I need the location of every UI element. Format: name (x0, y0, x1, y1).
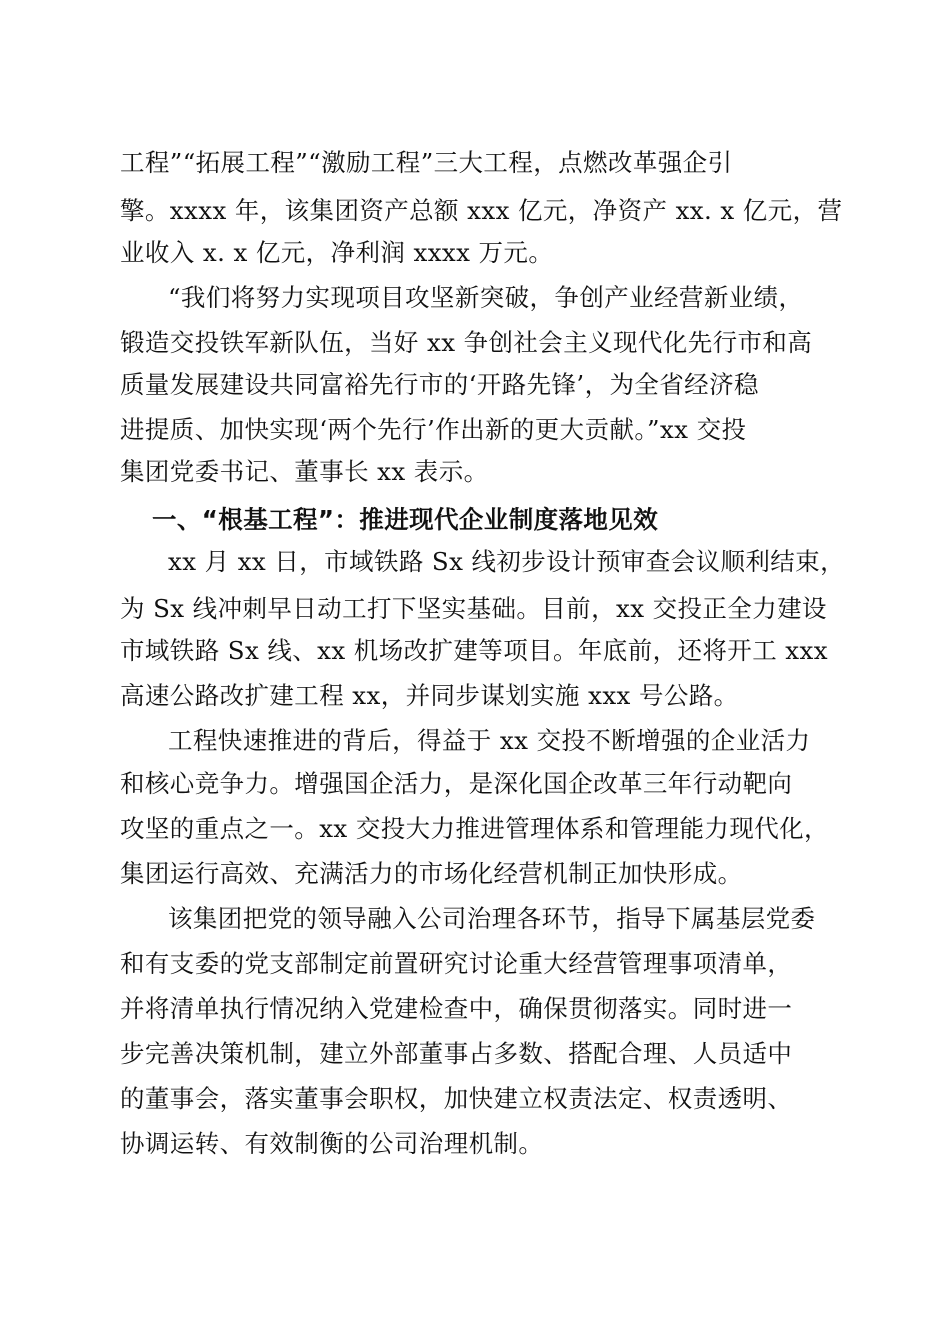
paragraph-4-line-4: 集团运行高效、充满活力的市场化经营机制正加快形成。 (120, 859, 743, 888)
paragraph-5-line-3: 并将清单执行情况纳入党建检查中，确保贯彻落实。同时进一 (120, 994, 793, 1023)
paragraph-1-line-1: 工程”“拓展工程”“激励工程”三大工程，点燃改革强企引 (120, 148, 733, 177)
paragraph-1-line-2: 擎。xxxx 年，该集团资产总额 xxx 亿元，净资产 xx. x 亿元，营 (120, 196, 843, 225)
paragraph-5-line-4: 步完善决策机制，建立外部董事占多数、搭配合理、人员适中 (120, 1039, 793, 1068)
paragraph-2-line-3: 质量发展建设共同富裕先行市的‘开路先锋’，为全省经济稳 (120, 370, 759, 399)
paragraph-4-line-1: 工程快速推进的背后，得益于 xx 交投不断增强的企业活力 (168, 726, 811, 755)
paragraph-5-line-5: 的董事会，落实董事会职权，加快建立权责法定、权责透明、 (120, 1084, 793, 1113)
paragraph-3-line-4: 高速公路改扩建工程 xx，并同步谋划实施 xxx 号公路。 (120, 681, 739, 710)
paragraph-3-line-3: 市域铁路 Sx 线、xx 机场改扩建等项目。年底前，还将开工 xxx (120, 636, 828, 665)
paragraph-5-line-1: 该集团把党的领导融入公司治理各环节，指导下属基层党委 (168, 904, 816, 933)
paragraph-2-line-4: 进提质、加快实现‘两个先行’作出新的更大贡献。”xx 交投 (120, 415, 747, 444)
paragraph-2-line-2: 锻造交投铁军新队伍，当好 xx 争创社会主义现代化先行市和高 (120, 328, 813, 357)
paragraph-2-line-5: 集团党委书记、董事长 xx 表示。 (120, 457, 489, 486)
paragraph-1-line-3: 业收入 x. x 亿元，净利润 xxxx 万元。 (120, 238, 554, 267)
paragraph-5-line-2: 和有支委的党支部制定前置研究讨论重大经营管理事项清单， (120, 949, 793, 978)
paragraph-2-line-1: “我们将努力实现项目攻坚新突破，争创产业经营新业绩， (168, 283, 804, 312)
paragraph-3-line-2: 为 Sx 线冲刺早日动工打下坚实基础。目前，xx 交投正全力建设 (120, 594, 827, 623)
section-heading: 一、“根基工程”：推进现代企业制度落地见效 (152, 505, 659, 534)
paragraph-3-line-1: xx 月 xx 日，市域铁路 Sx 线初步设计预审查会议顺利结束， (168, 547, 846, 576)
paragraph-4-line-3: 攻坚的重点之一。xx 交投大力推进管理体系和管理能力现代化， (120, 814, 829, 843)
paragraph-4-line-2: 和核心竞争力。增强国企活力，是深化国企改革三年行动靶向 (120, 769, 793, 798)
paragraph-5-line-6: 协调运转、有效制衡的公司治理机制。 (120, 1129, 544, 1158)
